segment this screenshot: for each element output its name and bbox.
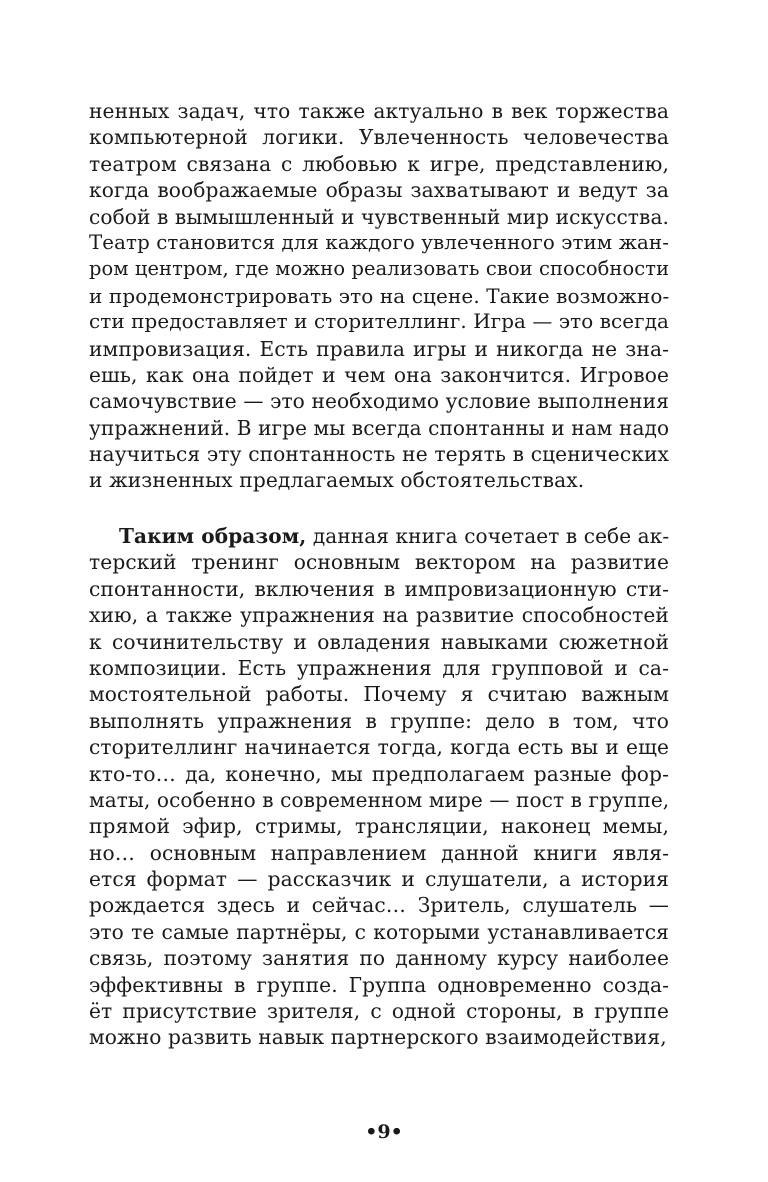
text-line: когда воображаемые образы захватывают и ведут за <box>89 178 669 203</box>
text-line: это те самые партнёры, с которыми устанавливается <box>89 919 669 944</box>
text-line: ёт присутствие зрителя, с одной стороны, в группе <box>89 999 669 1024</box>
text-line: компьютерной логики. Увлеченность человечества <box>89 125 669 150</box>
text-line: композиции. Есть упражнения для групповой и са- <box>89 655 669 680</box>
text-line: терский тренинг основным вектором на развитие <box>89 550 669 575</box>
text-line: самочувствие — это необходимо условие выполнения <box>89 389 669 414</box>
text-line: маты, особенно в современном мире — пост в группе, <box>89 787 670 812</box>
body-paragraph-2 <box>89 523 669 1051</box>
text-line: эффективны в группе. Группа одновременно созда- <box>89 972 669 997</box>
text-line: научиться эту спонтанность не терять в сценических <box>89 442 669 467</box>
text-line: импровизация. Есть правила игры и никогда не зна- <box>89 336 669 361</box>
text-line: и жизненных предлагаемых обстоятельствах. <box>89 468 585 493</box>
text-line: сти предоставляет и сторителлинг. Игра — это всегда <box>89 310 670 334</box>
text-line: собой в вымышленный и чувственный мир искусства. <box>89 204 670 229</box>
text-line: ром центром, где можно реализовать свои способности <box>89 257 670 281</box>
text-line: ется формат — рассказчик и слушатели, а история <box>89 867 669 892</box>
text-line: связь, поэтому занятия по данному курсу наиболее <box>89 946 669 971</box>
text-line: мостоятельной работы. Почему я считаю важным <box>89 682 669 707</box>
text-line: Театр становится для каждого увлеченного этим жан- <box>89 230 669 254</box>
text-line: прямой эфир, стримы, трансляции, наконец мемы, <box>89 814 669 839</box>
text-line: хию, а также упражнения на развитие способностей <box>89 603 669 628</box>
text-line: ешь, как она пойдет и чем она закончится. Игровое <box>89 362 669 387</box>
lead-bold-phrase: Таким образом, <box>119 524 307 548</box>
text-line: спонтанности, включения в импровизационную сти- <box>89 576 669 601</box>
text-line: кто-то… да, конечно, мы предполагаем разные фор- <box>89 761 669 786</box>
first-text-line <box>89 523 669 549</box>
text-line: можно развить навык партнерского взаимодействия, <box>89 1025 667 1050</box>
text-line: сторителлинг начинается тогда, когда есть вы и еще <box>89 735 669 760</box>
body-paragraph-1 <box>89 98 669 494</box>
text-line: к сочинительству и овладения навыками сюжетной <box>89 629 669 654</box>
text-line: ненных задач, что также актуально в век торжества <box>89 99 669 123</box>
text-line: театром связана с любовью к игре, представлению, <box>89 151 669 176</box>
first-line-rest: данная книга сочетает в себе ак- <box>306 524 670 548</box>
text-line: выполнять упражнения в группе: дело в том, что <box>89 708 669 733</box>
text-line: но… основным направлением данной книги явля- <box>89 840 669 865</box>
text-line: рождается здесь и сейчас… Зритель, слушатель — <box>89 893 669 918</box>
text-line: упражнений. В игре мы всегда спонтанны и нам надо <box>89 415 670 440</box>
page-number: •9• <box>365 1121 403 1143</box>
text-line: и продемонстрировать это на сцене. Такие возможно- <box>89 283 670 308</box>
